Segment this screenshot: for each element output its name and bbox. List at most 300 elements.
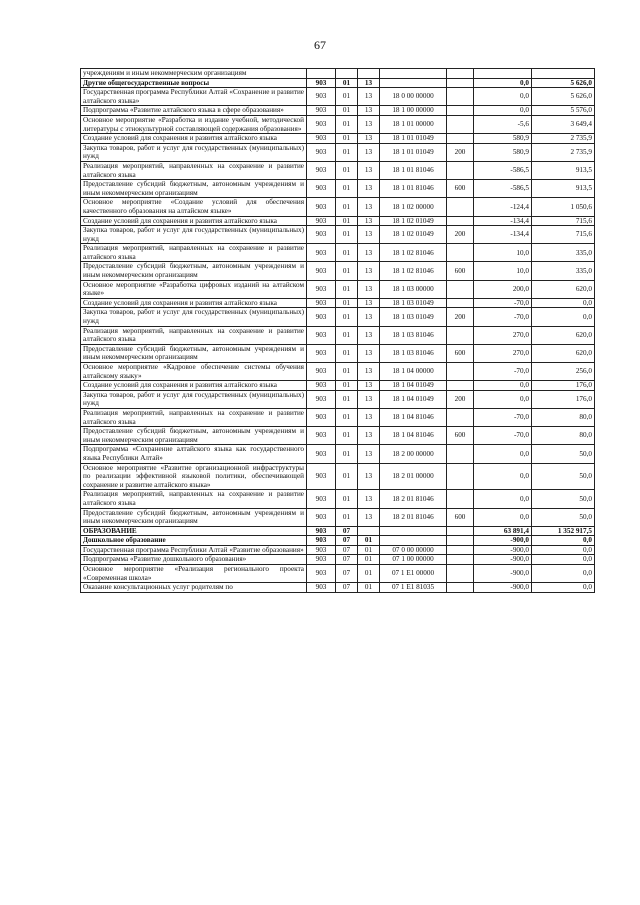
subsection-code-cell: 01 <box>358 565 380 583</box>
section-code-cell: 01 <box>336 363 358 381</box>
change-amount-cell: 0,0 <box>474 490 532 508</box>
total-amount-cell: 50,0 <box>532 463 595 490</box>
subsection-code-cell: 13 <box>358 106 380 116</box>
total-amount-cell: 0,0 <box>532 545 595 555</box>
dept-code-cell: 903 <box>307 115 336 133</box>
target-article-cell <box>380 536 447 546</box>
expense-type-cell: 200 <box>447 308 474 326</box>
change-amount-cell: 0,0 <box>474 390 532 408</box>
subsection-code-cell <box>358 526 380 536</box>
target-article-cell: 18 1 04 01049 <box>380 390 447 408</box>
row-name-cell: Основное мероприятие «Кадровое обеспечение системы обучения алтайскому языку» <box>81 363 307 381</box>
budget-table <box>80 68 595 593</box>
target-article-cell: 18 1 02 01049 <box>380 216 447 226</box>
change-amount-cell: -900,0 <box>474 583 532 593</box>
expense-type-cell <box>447 115 474 133</box>
change-amount-cell: 63 891,4 <box>474 526 532 536</box>
row-name-cell: учреждениям и иным некоммерческим организациям <box>81 69 307 79</box>
total-amount-cell: 620,0 <box>532 344 595 362</box>
section-code-cell: 01 <box>336 445 358 463</box>
expense-type-cell <box>447 490 474 508</box>
total-amount-cell: 913,5 <box>532 180 595 198</box>
target-article-cell: 18 1 02 81046 <box>380 244 447 262</box>
change-amount-cell: 0,0 <box>474 106 532 116</box>
dept-code-cell: 903 <box>307 445 336 463</box>
section-code-cell: 01 <box>336 344 358 362</box>
subsection-code-cell: 13 <box>358 262 380 280</box>
section-code-cell: 07 <box>336 555 358 565</box>
expense-type-cell <box>447 161 474 179</box>
dept-code-cell: 903 <box>307 280 336 298</box>
target-article-cell: 07 1 E1 81035 <box>380 583 447 593</box>
table-row <box>81 115 595 133</box>
section-code-cell: 01 <box>336 427 358 445</box>
change-amount-cell: -70,0 <box>474 427 532 445</box>
dept-code-cell: 903 <box>307 143 336 161</box>
subsection-code-cell: 13 <box>358 427 380 445</box>
expense-type-cell <box>447 326 474 344</box>
total-amount-cell: 5 576,0 <box>532 106 595 116</box>
dept-code-cell: 903 <box>307 244 336 262</box>
total-amount-cell: 5 626,0 <box>532 78 595 88</box>
expense-type-cell <box>447 106 474 116</box>
target-article-cell: 18 0 00 00000 <box>380 88 447 106</box>
expense-type-cell <box>447 244 474 262</box>
dept-code-cell: 903 <box>307 106 336 116</box>
subsection-code-cell: 13 <box>358 88 380 106</box>
section-code-cell: 01 <box>336 226 358 244</box>
table-row <box>81 390 595 408</box>
table-row <box>81 344 595 362</box>
expense-type-cell <box>447 198 474 216</box>
row-name-cell: Закупка товаров, работ и услуг для государственных (муниципальных) нужд <box>81 308 307 326</box>
dept-code-cell: 903 <box>307 526 336 536</box>
row-name-cell: Оказание консультационных услуг родителям по <box>81 583 307 593</box>
expense-type-cell <box>447 555 474 565</box>
dept-code-cell: 903 <box>307 390 336 408</box>
change-amount-cell: -586,5 <box>474 161 532 179</box>
table-row <box>81 508 595 526</box>
target-article-cell <box>380 78 447 88</box>
total-amount-cell: 0,0 <box>532 536 595 546</box>
subsection-code-cell: 13 <box>358 408 380 426</box>
subsection-code-cell: 13 <box>358 143 380 161</box>
section-code-cell: 01 <box>336 143 358 161</box>
expense-type-cell: 600 <box>447 508 474 526</box>
subsection-code-cell: 13 <box>358 115 380 133</box>
table-row <box>81 198 595 216</box>
subsection-code-cell: 13 <box>358 280 380 298</box>
section-code-cell: 01 <box>336 78 358 88</box>
table-row <box>81 381 595 391</box>
section-code-cell: 01 <box>336 280 358 298</box>
target-article-cell: 18 1 01 81046 <box>380 161 447 179</box>
total-amount-cell: 0,0 <box>532 583 595 593</box>
section-code-cell: 07 <box>336 565 358 583</box>
total-amount-cell: 1 050,6 <box>532 198 595 216</box>
expense-type-cell <box>447 363 474 381</box>
table-row <box>81 180 595 198</box>
target-article-cell: 18 1 01 01049 <box>380 134 447 144</box>
target-article-cell: 18 2 01 00000 <box>380 463 447 490</box>
target-article-cell: 18 1 02 01049 <box>380 226 447 244</box>
subsection-code-cell: 13 <box>358 226 380 244</box>
total-amount-cell: 620,0 <box>532 326 595 344</box>
dept-code-cell: 903 <box>307 298 336 308</box>
dept-code-cell: 903 <box>307 583 336 593</box>
section-code-cell: 01 <box>336 244 358 262</box>
change-amount-cell: 0,0 <box>474 381 532 391</box>
subsection-code-cell: 13 <box>358 298 380 308</box>
dept-code-cell: 903 <box>307 536 336 546</box>
row-name-cell: Реализация мероприятий, направленных на сохранение и развитие алтайского языка <box>81 408 307 426</box>
expense-type-cell <box>447 526 474 536</box>
table-row <box>81 143 595 161</box>
target-article-cell: 18 1 03 81046 <box>380 326 447 344</box>
dept-code-cell: 903 <box>307 490 336 508</box>
change-amount-cell: -70,0 <box>474 308 532 326</box>
row-name-cell: Другие общегосударственные вопросы <box>81 78 307 88</box>
change-amount-cell: -70,0 <box>474 298 532 308</box>
table-row <box>81 106 595 116</box>
section-code-cell: 01 <box>336 198 358 216</box>
expense-type-cell: 600 <box>447 262 474 280</box>
table-row <box>81 161 595 179</box>
change-amount-cell: 200,0 <box>474 280 532 298</box>
expense-type-cell <box>447 78 474 88</box>
table-row <box>81 326 595 344</box>
total-amount-cell <box>532 69 595 79</box>
expense-type-cell <box>447 565 474 583</box>
change-amount-cell: -900,0 <box>474 545 532 555</box>
subsection-code-cell: 13 <box>358 308 380 326</box>
target-article-cell: 18 1 01 01049 <box>380 143 447 161</box>
table-row <box>81 262 595 280</box>
row-name-cell: Реализация мероприятий, направленных на сохранение и развитие алтайского языка <box>81 326 307 344</box>
change-amount-cell: -900,0 <box>474 565 532 583</box>
dept-code-cell: 903 <box>307 344 336 362</box>
section-code-cell: 01 <box>336 298 358 308</box>
total-amount-cell: 0,0 <box>532 298 595 308</box>
subsection-code-cell: 13 <box>358 326 380 344</box>
expense-type-cell <box>447 536 474 546</box>
dept-code-cell: 903 <box>307 408 336 426</box>
row-name-cell: Реализация мероприятий, направленных на сохранение и развитие алтайского языка <box>81 244 307 262</box>
dept-code-cell: 903 <box>307 363 336 381</box>
total-amount-cell: 256,0 <box>532 363 595 381</box>
target-article-cell <box>380 526 447 536</box>
change-amount-cell: -586,5 <box>474 180 532 198</box>
dept-code-cell: 903 <box>307 134 336 144</box>
target-article-cell: 18 1 03 00000 <box>380 280 447 298</box>
section-code-cell: 01 <box>336 381 358 391</box>
change-amount-cell: 0,0 <box>474 508 532 526</box>
expense-type-cell <box>447 69 474 79</box>
subsection-code-cell: 13 <box>358 244 380 262</box>
row-name-cell: Создание условий для сохранения и развития алтайского языка <box>81 216 307 226</box>
subsection-code-cell: 13 <box>358 508 380 526</box>
total-amount-cell: 0,0 <box>532 555 595 565</box>
total-amount-cell: 715,6 <box>532 226 595 244</box>
expense-type-cell: 200 <box>447 143 474 161</box>
subsection-code-cell: 13 <box>358 344 380 362</box>
section-code-cell: 01 <box>336 508 358 526</box>
row-name-cell: Закупка товаров, работ и услуг для государственных (муниципальных) нужд <box>81 143 307 161</box>
section-code-cell: 01 <box>336 463 358 490</box>
dept-code-cell: 903 <box>307 161 336 179</box>
row-name-cell: Основное мероприятие «Реализация регионального проекта «Современная школа» <box>81 565 307 583</box>
section-code-cell: 01 <box>336 408 358 426</box>
target-article-cell: 18 1 03 01049 <box>380 308 447 326</box>
total-amount-cell: 80,0 <box>532 427 595 445</box>
expense-type-cell <box>447 445 474 463</box>
target-article-cell: 18 1 02 81046 <box>380 262 447 280</box>
subsection-code-cell: 13 <box>358 381 380 391</box>
section-code-cell: 01 <box>336 490 358 508</box>
target-article-cell: 18 1 04 81046 <box>380 408 447 426</box>
subsection-code-cell: 13 <box>358 134 380 144</box>
target-article-cell: 18 1 01 00000 <box>380 115 447 133</box>
section-code-cell <box>336 69 358 79</box>
dept-code-cell: 903 <box>307 180 336 198</box>
total-amount-cell: 913,5 <box>532 161 595 179</box>
change-amount-cell: -70,0 <box>474 408 532 426</box>
total-amount-cell: 80,0 <box>532 408 595 426</box>
total-amount-cell: 0,0 <box>532 565 595 583</box>
dept-code-cell: 903 <box>307 88 336 106</box>
dept-code-cell: 903 <box>307 326 336 344</box>
table-row <box>81 490 595 508</box>
target-article-cell: 18 1 03 81046 <box>380 344 447 362</box>
target-article-cell <box>380 69 447 79</box>
section-code-cell: 07 <box>336 526 358 536</box>
dept-code-cell: 903 <box>307 545 336 555</box>
change-amount-cell: 0,0 <box>474 88 532 106</box>
expense-type-cell: 600 <box>447 344 474 362</box>
row-name-cell: Основное мероприятие «Разработка цифровых изданий на алтайском языке» <box>81 280 307 298</box>
table-row <box>81 69 595 79</box>
row-name-cell: Основное мероприятие «Разработка и издание учебной, методической литературы с этнокультурной составляющей содержания образования» <box>81 115 307 133</box>
row-name-cell: Подпрограмма «Развитие алтайского языка в сфере образования» <box>81 106 307 116</box>
row-name-cell: ОБРАЗОВАНИЕ <box>81 526 307 536</box>
subsection-code-cell: 01 <box>358 536 380 546</box>
expense-type-cell <box>447 545 474 555</box>
total-amount-cell: 0,0 <box>532 308 595 326</box>
section-code-cell: 01 <box>336 161 358 179</box>
total-amount-cell: 715,6 <box>532 216 595 226</box>
dept-code-cell: 903 <box>307 508 336 526</box>
expense-type-cell <box>447 88 474 106</box>
row-name-cell: Основное мероприятие «Создание условий для обеспечения качественного образования на алтайском языке» <box>81 198 307 216</box>
change-amount-cell: 0,0 <box>474 463 532 490</box>
dept-code-cell: 903 <box>307 226 336 244</box>
change-amount-cell: 580,9 <box>474 134 532 144</box>
change-amount-cell: -134,4 <box>474 216 532 226</box>
row-name-cell: Предоставление субсидий бюджетным, автономным учреждениям и иным некоммерческим организациям <box>81 508 307 526</box>
change-amount-cell: -134,4 <box>474 226 532 244</box>
table-row <box>81 298 595 308</box>
expense-type-cell <box>447 381 474 391</box>
change-amount-cell: 10,0 <box>474 262 532 280</box>
table-row <box>81 363 595 381</box>
change-amount-cell: -900,0 <box>474 555 532 565</box>
subsection-code-cell: 13 <box>358 490 380 508</box>
dept-code-cell: 903 <box>307 565 336 583</box>
target-article-cell: 18 1 01 81046 <box>380 180 447 198</box>
target-article-cell: 18 2 00 00000 <box>380 445 447 463</box>
section-code-cell: 01 <box>336 326 358 344</box>
expense-type-cell: 600 <box>447 427 474 445</box>
dept-code-cell: 903 <box>307 427 336 445</box>
expense-type-cell <box>447 216 474 226</box>
section-code-cell: 01 <box>336 106 358 116</box>
row-name-cell: Создание условий для сохранения и развития алтайского языка <box>81 381 307 391</box>
total-amount-cell: 5 626,0 <box>532 88 595 106</box>
expense-type-cell: 200 <box>447 390 474 408</box>
change-amount-cell: -5,6 <box>474 115 532 133</box>
total-amount-cell: 2 735,9 <box>532 143 595 161</box>
total-amount-cell: 335,0 <box>532 262 595 280</box>
subsection-code-cell: 13 <box>358 161 380 179</box>
dept-code-cell: 903 <box>307 308 336 326</box>
change-amount-cell: -124,4 <box>474 198 532 216</box>
row-name-cell: Основное мероприятие «Развитие организационной инфраструктуры по реализации эффективной языковой политики, обеспечивающей сохранение и развитие алтайского языка» <box>81 463 307 490</box>
section-code-cell: 07 <box>336 545 358 555</box>
target-article-cell: 18 2 01 81046 <box>380 508 447 526</box>
row-name-cell: Закупка товаров, работ и услуг для государственных (муниципальных) нужд <box>81 390 307 408</box>
total-amount-cell: 176,0 <box>532 390 595 408</box>
expense-type-cell <box>447 463 474 490</box>
row-name-cell: Закупка товаров, работ и услуг для государственных (муниципальных) нужд <box>81 226 307 244</box>
dept-code-cell: 903 <box>307 216 336 226</box>
table-row <box>81 280 595 298</box>
row-name-cell: Дошкольное образование <box>81 536 307 546</box>
row-name-cell: Предоставление субсидий бюджетным, автономным учреждениям и иным некоммерческим организациям <box>81 344 307 362</box>
table-row <box>81 583 595 593</box>
page-number: 67 <box>314 38 326 52</box>
subsection-code-cell: 13 <box>358 390 380 408</box>
total-amount-cell: 620,0 <box>532 280 595 298</box>
dept-code-cell: 903 <box>307 381 336 391</box>
dept-code-cell <box>307 69 336 79</box>
subsection-code-cell: 13 <box>358 216 380 226</box>
target-article-cell: 18 1 02 00000 <box>380 198 447 216</box>
subsection-code-cell: 01 <box>358 583 380 593</box>
table-row <box>81 463 595 490</box>
table-row <box>81 244 595 262</box>
change-amount-cell: -70,0 <box>474 363 532 381</box>
target-article-cell: 18 1 04 81046 <box>380 427 447 445</box>
change-amount-cell: 0,0 <box>474 78 532 88</box>
expense-type-cell: 600 <box>447 180 474 198</box>
row-name-cell: Создание условий для сохранения и развития алтайского языка <box>81 298 307 308</box>
table-row <box>81 427 595 445</box>
table-row <box>81 526 595 536</box>
subsection-code-cell: 13 <box>358 180 380 198</box>
section-code-cell: 01 <box>336 88 358 106</box>
dept-code-cell: 903 <box>307 78 336 88</box>
target-article-cell: 07 0 00 00000 <box>380 545 447 555</box>
change-amount-cell: 270,0 <box>474 326 532 344</box>
section-code-cell: 01 <box>336 390 358 408</box>
target-article-cell: 18 2 01 81046 <box>380 490 447 508</box>
dept-code-cell: 903 <box>307 198 336 216</box>
section-code-cell: 01 <box>336 262 358 280</box>
table-row <box>81 408 595 426</box>
target-article-cell: 18 1 04 00000 <box>380 363 447 381</box>
table-row <box>81 226 595 244</box>
subsection-code-cell: 01 <box>358 555 380 565</box>
table-row <box>81 216 595 226</box>
expense-type-cell <box>447 298 474 308</box>
total-amount-cell: 1 352 917,5 <box>532 526 595 536</box>
row-name-cell: Подпрограмма «Развитие дошкольного образования» <box>81 555 307 565</box>
section-code-cell: 01 <box>336 216 358 226</box>
section-code-cell: 07 <box>336 583 358 593</box>
table-row <box>81 445 595 463</box>
row-name-cell: Предоставление субсидий бюджетным, автономным учреждениям и иным некоммерческим организациям <box>81 180 307 198</box>
table-row <box>81 555 595 565</box>
row-name-cell: Государственная программа Республики Алтай «Сохранение и развитие алтайского языка» <box>81 88 307 106</box>
change-amount-cell: 270,0 <box>474 344 532 362</box>
total-amount-cell: 50,0 <box>532 508 595 526</box>
change-amount-cell: -900,0 <box>474 536 532 546</box>
total-amount-cell: 335,0 <box>532 244 595 262</box>
row-name-cell: Предоставление субсидий бюджетным, автономным учреждениям и иным некоммерческим организациям <box>81 427 307 445</box>
table-row <box>81 565 595 583</box>
subsection-code-cell: 13 <box>358 198 380 216</box>
subsection-code-cell: 13 <box>358 463 380 490</box>
total-amount-cell: 2 735,9 <box>532 134 595 144</box>
subsection-code-cell <box>358 69 380 79</box>
section-code-cell: 07 <box>336 536 358 546</box>
change-amount-cell: 0,0 <box>474 445 532 463</box>
expense-type-cell: 200 <box>447 226 474 244</box>
section-code-cell: 01 <box>336 115 358 133</box>
target-article-cell: 07 1 00 00000 <box>380 555 447 565</box>
target-article-cell: 07 1 E1 00000 <box>380 565 447 583</box>
table-row <box>81 536 595 546</box>
expense-type-cell <box>447 280 474 298</box>
dept-code-cell: 903 <box>307 555 336 565</box>
target-article-cell: 18 1 03 01049 <box>380 298 447 308</box>
row-name-cell: Подпрограмма «Сохранение алтайского языка как государственного языка Республики Алтай» <box>81 445 307 463</box>
total-amount-cell: 50,0 <box>532 490 595 508</box>
table-row <box>81 545 595 555</box>
table-row <box>81 308 595 326</box>
row-name-cell: Государственная программа Республики Алтай «Развитие образования» <box>81 545 307 555</box>
target-article-cell: 18 1 04 01049 <box>380 381 447 391</box>
dept-code-cell: 903 <box>307 262 336 280</box>
total-amount-cell: 176,0 <box>532 381 595 391</box>
table-row <box>81 78 595 88</box>
subsection-code-cell: 13 <box>358 78 380 88</box>
table-row <box>81 134 595 144</box>
dept-code-cell: 903 <box>307 463 336 490</box>
expense-type-cell <box>447 408 474 426</box>
expense-type-cell <box>447 583 474 593</box>
change-amount-cell: 10,0 <box>474 244 532 262</box>
table-body <box>81 69 595 593</box>
row-name-cell: Реализация мероприятий, направленных на сохранение и развитие алтайского языка <box>81 490 307 508</box>
section-code-cell: 01 <box>336 134 358 144</box>
section-code-cell: 01 <box>336 180 358 198</box>
total-amount-cell: 50,0 <box>532 445 595 463</box>
row-name-cell: Реализация мероприятий, направленных на сохранение и развитие алтайского языка <box>81 161 307 179</box>
section-code-cell: 01 <box>336 308 358 326</box>
subsection-code-cell: 01 <box>358 545 380 555</box>
total-amount-cell: 3 649,4 <box>532 115 595 133</box>
